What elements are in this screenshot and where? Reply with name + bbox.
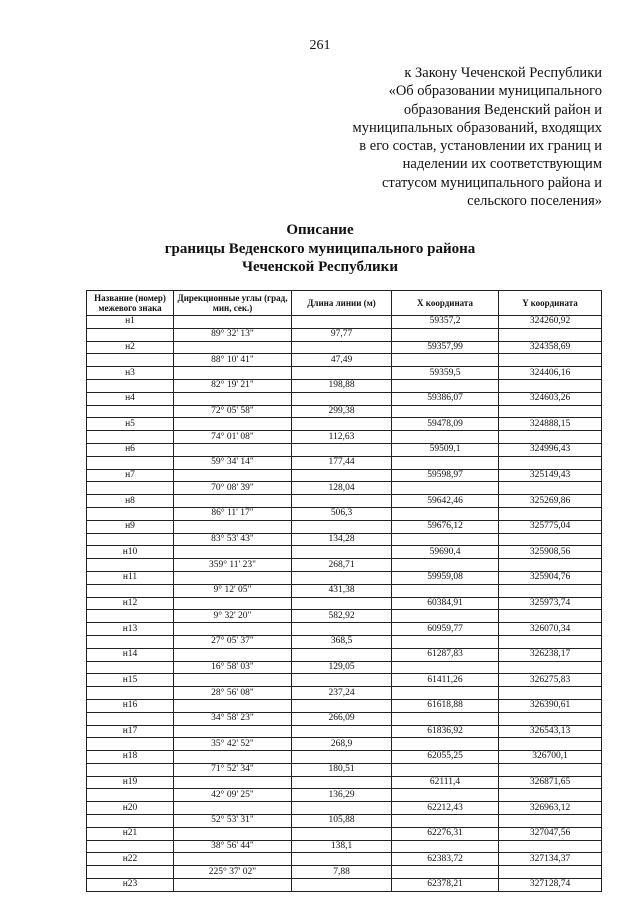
empty-cell [174,495,292,508]
table-row-segment [87,482,602,495]
y-coordinate-cell: 326543,13 [499,725,602,738]
table-row-point [87,648,602,661]
table-row-segment [87,687,602,700]
direction-angle-cell: 83° 53' 43" [174,533,292,546]
empty-cell [392,584,499,597]
empty-cell [174,674,292,687]
x-coordinate-cell: 59509,1 [392,443,499,456]
y-coordinate-cell: 324888,15 [499,418,602,431]
empty-cell [87,354,174,367]
direction-angle-cell: 74° 01' 08" [174,431,292,444]
header-line: муниципальных образований, входящих [352,119,602,136]
empty-cell [87,661,174,674]
x-coordinate-cell: 61618,88 [392,699,499,712]
empty-cell [392,354,499,367]
line-length-cell: 299,38 [292,405,392,418]
y-coordinate-cell: 327128,74 [499,879,602,892]
point-name-cell: н1 [87,316,174,329]
y-coordinate-cell: 325775,04 [499,520,602,533]
table-row-segment [87,559,602,572]
y-coordinate-cell: 325908,56 [499,546,602,559]
col-header-angle: Дирекционные углы (град, мин, сек.) [174,291,292,316]
direction-angle-cell: 225° 37' 02" [174,866,292,879]
empty-cell [499,482,602,495]
table-row-segment [87,815,602,828]
x-coordinate-cell: 59359,5 [392,367,499,380]
table-row-point [87,367,602,380]
boundary-coordinates-table [86,290,602,892]
table-row-point [87,802,602,815]
empty-cell [392,687,499,700]
empty-cell [392,712,499,725]
empty-cell [87,584,174,597]
y-coordinate-cell: 324603,26 [499,392,602,405]
y-coordinate-cell: 325149,43 [499,469,602,482]
x-coordinate-cell: 62055,25 [392,751,499,764]
empty-cell [87,456,174,469]
col-header-point-name: Название (номер) межевого знака [87,291,174,316]
direction-angle-cell: 9° 12' 05" [174,584,292,597]
empty-cell [87,815,174,828]
empty-cell [174,546,292,559]
point-name-cell: н15 [87,674,174,687]
empty-cell [292,699,392,712]
empty-cell [292,725,392,738]
line-length-cell: 136,29 [292,789,392,802]
empty-cell [292,571,392,584]
empty-cell [174,623,292,636]
direction-angle-cell: 88° 10' 41" [174,354,292,367]
y-coordinate-cell: 324260,92 [499,316,602,329]
table-row-segment [87,379,602,392]
empty-cell [392,507,499,520]
empty-cell [87,763,174,776]
document-header [302,64,602,210]
empty-cell [499,610,602,623]
line-length-cell: 268,9 [292,738,392,751]
x-coordinate-cell: 60384,91 [392,597,499,610]
x-coordinate-cell: 62378,21 [392,879,499,892]
table-row-point [87,316,602,329]
empty-cell [392,661,499,674]
empty-cell [174,879,292,892]
line-length-cell: 105,88 [292,815,392,828]
table-row-point [87,725,602,738]
x-coordinate-cell: 59642,46 [392,495,499,508]
x-coordinate-cell: 59598,97 [392,469,499,482]
y-coordinate-cell: 326238,17 [499,648,602,661]
y-coordinate-cell: 324406,16 [499,367,602,380]
x-coordinate-cell: 59478,09 [392,418,499,431]
table-row-segment [87,789,602,802]
direction-angle-cell: 9° 32' 20" [174,610,292,623]
page-number: 261 [309,38,331,53]
empty-cell [499,840,602,853]
direction-angle-cell: 52° 53' 31" [174,815,292,828]
table-row-segment [87,354,602,367]
col-header-length: Длина линии (м) [292,291,392,316]
table-row-segment [87,405,602,418]
empty-cell [499,507,602,520]
empty-cell [392,533,499,546]
table-row-point [87,699,602,712]
point-name-cell: н11 [87,571,174,584]
y-coordinate-cell: 327047,56 [499,827,602,840]
direction-angle-cell: 82° 19' 21" [174,379,292,392]
table-row-point [87,546,602,559]
empty-cell [499,533,602,546]
empty-cell [499,635,602,648]
empty-cell [174,827,292,840]
empty-cell [499,405,602,418]
empty-cell [87,610,174,623]
direction-angle-cell: 86° 11' 17" [174,507,292,520]
direction-angle-cell: 35° 42' 52" [174,738,292,751]
point-name-cell: н10 [87,546,174,559]
empty-cell [499,687,602,700]
direction-angle-cell: 34° 58' 23" [174,712,292,725]
line-length-cell: 177,44 [292,456,392,469]
table-row-point [87,392,602,405]
empty-cell [87,405,174,418]
empty-cell [392,635,499,648]
empty-cell [292,469,392,482]
table-row-segment [87,584,602,597]
table-row-point [87,776,602,789]
direction-angle-cell: 27° 05' 37" [174,635,292,648]
point-name-cell: н19 [87,776,174,789]
table-row-segment [87,712,602,725]
table-row-point [87,418,602,431]
x-coordinate-cell: 59386,07 [392,392,499,405]
line-length-cell: 431,38 [292,584,392,597]
empty-cell [292,520,392,533]
y-coordinate-cell: 326275,83 [499,674,602,687]
x-coordinate-cell: 59690,4 [392,546,499,559]
empty-cell [87,507,174,520]
header-line: в его состав, установлении их границ и [359,138,602,155]
x-coordinate-cell: 62383,72 [392,853,499,866]
empty-cell [87,482,174,495]
empty-cell [499,456,602,469]
point-name-cell: н8 [87,495,174,508]
y-coordinate-cell: 326390,61 [499,699,602,712]
line-length-cell: 582,92 [292,610,392,623]
header-line: к Закону Чеченской Республики [404,65,602,81]
line-length-cell: 7,88 [292,866,392,879]
line-length-cell: 112,63 [292,431,392,444]
empty-cell [499,584,602,597]
direction-angle-cell: 59° 34' 14" [174,456,292,469]
empty-cell [292,802,392,815]
table-row-point [87,853,602,866]
table-row-segment [87,328,602,341]
empty-cell [392,431,499,444]
point-name-cell: н6 [87,443,174,456]
empty-cell [87,840,174,853]
empty-cell [174,443,292,456]
empty-cell [292,341,392,354]
y-coordinate-cell: 326963,12 [499,802,602,815]
empty-cell [392,763,499,776]
x-coordinate-cell: 60959,77 [392,623,499,636]
table-row-point [87,827,602,840]
x-coordinate-cell: 59676,12 [392,520,499,533]
line-length-cell: 198,88 [292,379,392,392]
title-line: границы Веденского муниципального района [164,240,476,257]
empty-cell [499,431,602,444]
point-name-cell: н14 [87,648,174,661]
empty-cell [392,840,499,853]
y-coordinate-cell: 327134,37 [499,853,602,866]
table-row-segment [87,507,602,520]
empty-cell [499,866,602,879]
header-line: образования Веденский район и [403,101,602,118]
line-length-cell: 129,05 [292,661,392,674]
point-name-cell: н12 [87,597,174,610]
line-length-cell: 47,49 [292,354,392,367]
header-line: «Об образовании муниципального [388,83,602,100]
table-row-segment [87,763,602,776]
table-row-point [87,623,602,636]
line-length-cell: 180,51 [292,763,392,776]
table-row-point [87,495,602,508]
x-coordinate-cell: 59959,08 [392,571,499,584]
empty-cell [174,367,292,380]
empty-cell [292,751,392,764]
x-coordinate-cell: 61836,92 [392,725,499,738]
empty-cell [499,661,602,674]
empty-cell [292,546,392,559]
table-header-row [87,291,602,316]
point-name-cell: н9 [87,520,174,533]
empty-cell [174,802,292,815]
empty-cell [174,597,292,610]
x-coordinate-cell: 62111,4 [392,776,499,789]
table-row-segment [87,840,602,853]
x-coordinate-cell: 62212,43 [392,802,499,815]
point-name-cell: н2 [87,341,174,354]
y-coordinate-cell: 324996,43 [499,443,602,456]
x-coordinate-cell: 59357,99 [392,341,499,354]
empty-cell [499,328,602,341]
empty-cell [87,431,174,444]
empty-cell [292,623,392,636]
empty-cell [174,571,292,584]
direction-angle-cell: 359° 11' 23" [174,559,292,572]
table-row-point [87,341,602,354]
empty-cell [87,866,174,879]
point-name-cell: н23 [87,879,174,892]
point-name-cell: н3 [87,367,174,380]
x-coordinate-cell: 59357,2 [392,316,499,329]
line-length-cell: 368,5 [292,635,392,648]
table-row-point [87,751,602,764]
header-line: наделении их соответствующим [402,156,602,173]
empty-cell [87,635,174,648]
document-title [0,221,640,277]
title-line: Чеченской Республики [242,259,398,275]
empty-cell [392,738,499,751]
line-length-cell: 138,1 [292,840,392,853]
empty-cell [292,674,392,687]
header-line: сельского поселения» [467,193,602,210]
table-row-point [87,469,602,482]
x-coordinate-cell: 62276,31 [392,827,499,840]
table-row-point [87,571,602,584]
empty-cell [174,699,292,712]
empty-cell [87,738,174,751]
line-length-cell: 97,77 [292,328,392,341]
empty-cell [292,776,392,789]
empty-cell [499,763,602,776]
empty-cell [392,482,499,495]
direction-angle-cell: 70° 08' 39" [174,482,292,495]
empty-cell [87,789,174,802]
direction-angle-cell: 28° 56' 08" [174,687,292,700]
table-row-point [87,674,602,687]
empty-cell [292,879,392,892]
line-length-cell: 237,24 [292,687,392,700]
empty-cell [87,379,174,392]
empty-cell [174,853,292,866]
x-coordinate-cell: 61287,83 [392,648,499,661]
empty-cell [292,367,392,380]
line-length-cell: 134,28 [292,533,392,546]
empty-cell [174,648,292,661]
direction-angle-cell: 16° 58' 03" [174,661,292,674]
empty-cell [292,316,392,329]
point-name-cell: н18 [87,751,174,764]
y-coordinate-cell: 324358,69 [499,341,602,354]
point-name-cell: н22 [87,853,174,866]
empty-cell [87,712,174,725]
y-coordinate-cell: 326070,34 [499,623,602,636]
point-name-cell: н5 [87,418,174,431]
line-length-cell: 506,3 [292,507,392,520]
point-name-cell: н20 [87,802,174,815]
table-row-point [87,520,602,533]
empty-cell [292,597,392,610]
point-name-cell: н13 [87,623,174,636]
header-line: статусом муниципального района и [382,174,602,191]
line-length-cell: 268,71 [292,559,392,572]
empty-cell [87,533,174,546]
point-name-cell: н21 [87,827,174,840]
direction-angle-cell: 72° 05' 58" [174,405,292,418]
col-header-y: Y координата [499,291,602,316]
empty-cell [174,520,292,533]
direction-angle-cell: 42° 09' 25" [174,789,292,802]
empty-cell [392,456,499,469]
table-row-segment [87,431,602,444]
empty-cell [499,354,602,367]
empty-cell [292,443,392,456]
empty-cell [499,559,602,572]
empty-cell [174,776,292,789]
point-name-cell: н17 [87,725,174,738]
empty-cell [292,827,392,840]
y-coordinate-cell: 325269,86 [499,495,602,508]
empty-cell [292,853,392,866]
empty-cell [392,789,499,802]
empty-cell [87,687,174,700]
empty-cell [499,712,602,725]
empty-cell [392,559,499,572]
y-coordinate-cell: 326700,1 [499,751,602,764]
point-name-cell: н7 [87,469,174,482]
y-coordinate-cell: 325904,76 [499,571,602,584]
empty-cell [392,405,499,418]
empty-cell [392,610,499,623]
point-name-cell: н4 [87,392,174,405]
direction-angle-cell: 71° 52' 34" [174,763,292,776]
empty-cell [392,328,499,341]
direction-angle-cell: 38° 56' 44" [174,840,292,853]
empty-cell [392,866,499,879]
empty-cell [174,341,292,354]
point-name-cell: н16 [87,699,174,712]
empty-cell [292,648,392,661]
table-row-point [87,597,602,610]
empty-cell [87,328,174,341]
empty-cell [174,392,292,405]
line-length-cell: 266,09 [292,712,392,725]
empty-cell [499,738,602,751]
empty-cell [174,418,292,431]
y-coordinate-cell: 326871,65 [499,776,602,789]
line-length-cell: 128,04 [292,482,392,495]
empty-cell [292,392,392,405]
col-header-x: X координата [392,291,499,316]
table-row-segment [87,610,602,623]
y-coordinate-cell: 325973,74 [499,597,602,610]
direction-angle-cell: 89° 32' 13" [174,328,292,341]
empty-cell [499,815,602,828]
empty-cell [392,815,499,828]
empty-cell [292,495,392,508]
table-row-segment [87,533,602,546]
empty-cell [174,469,292,482]
empty-cell [174,725,292,738]
table-row-segment [87,456,602,469]
empty-cell [292,418,392,431]
empty-cell [499,379,602,392]
empty-cell [87,559,174,572]
empty-cell [392,379,499,392]
table-row-segment [87,635,602,648]
empty-cell [174,316,292,329]
table-row-segment [87,738,602,751]
empty-cell [174,751,292,764]
table-row-point [87,879,602,892]
table-row-point [87,443,602,456]
x-coordinate-cell: 61411,26 [392,674,499,687]
title-line: Описание [286,222,354,238]
empty-cell [499,789,602,802]
table-row-segment [87,661,602,674]
table-row-segment [87,866,602,879]
